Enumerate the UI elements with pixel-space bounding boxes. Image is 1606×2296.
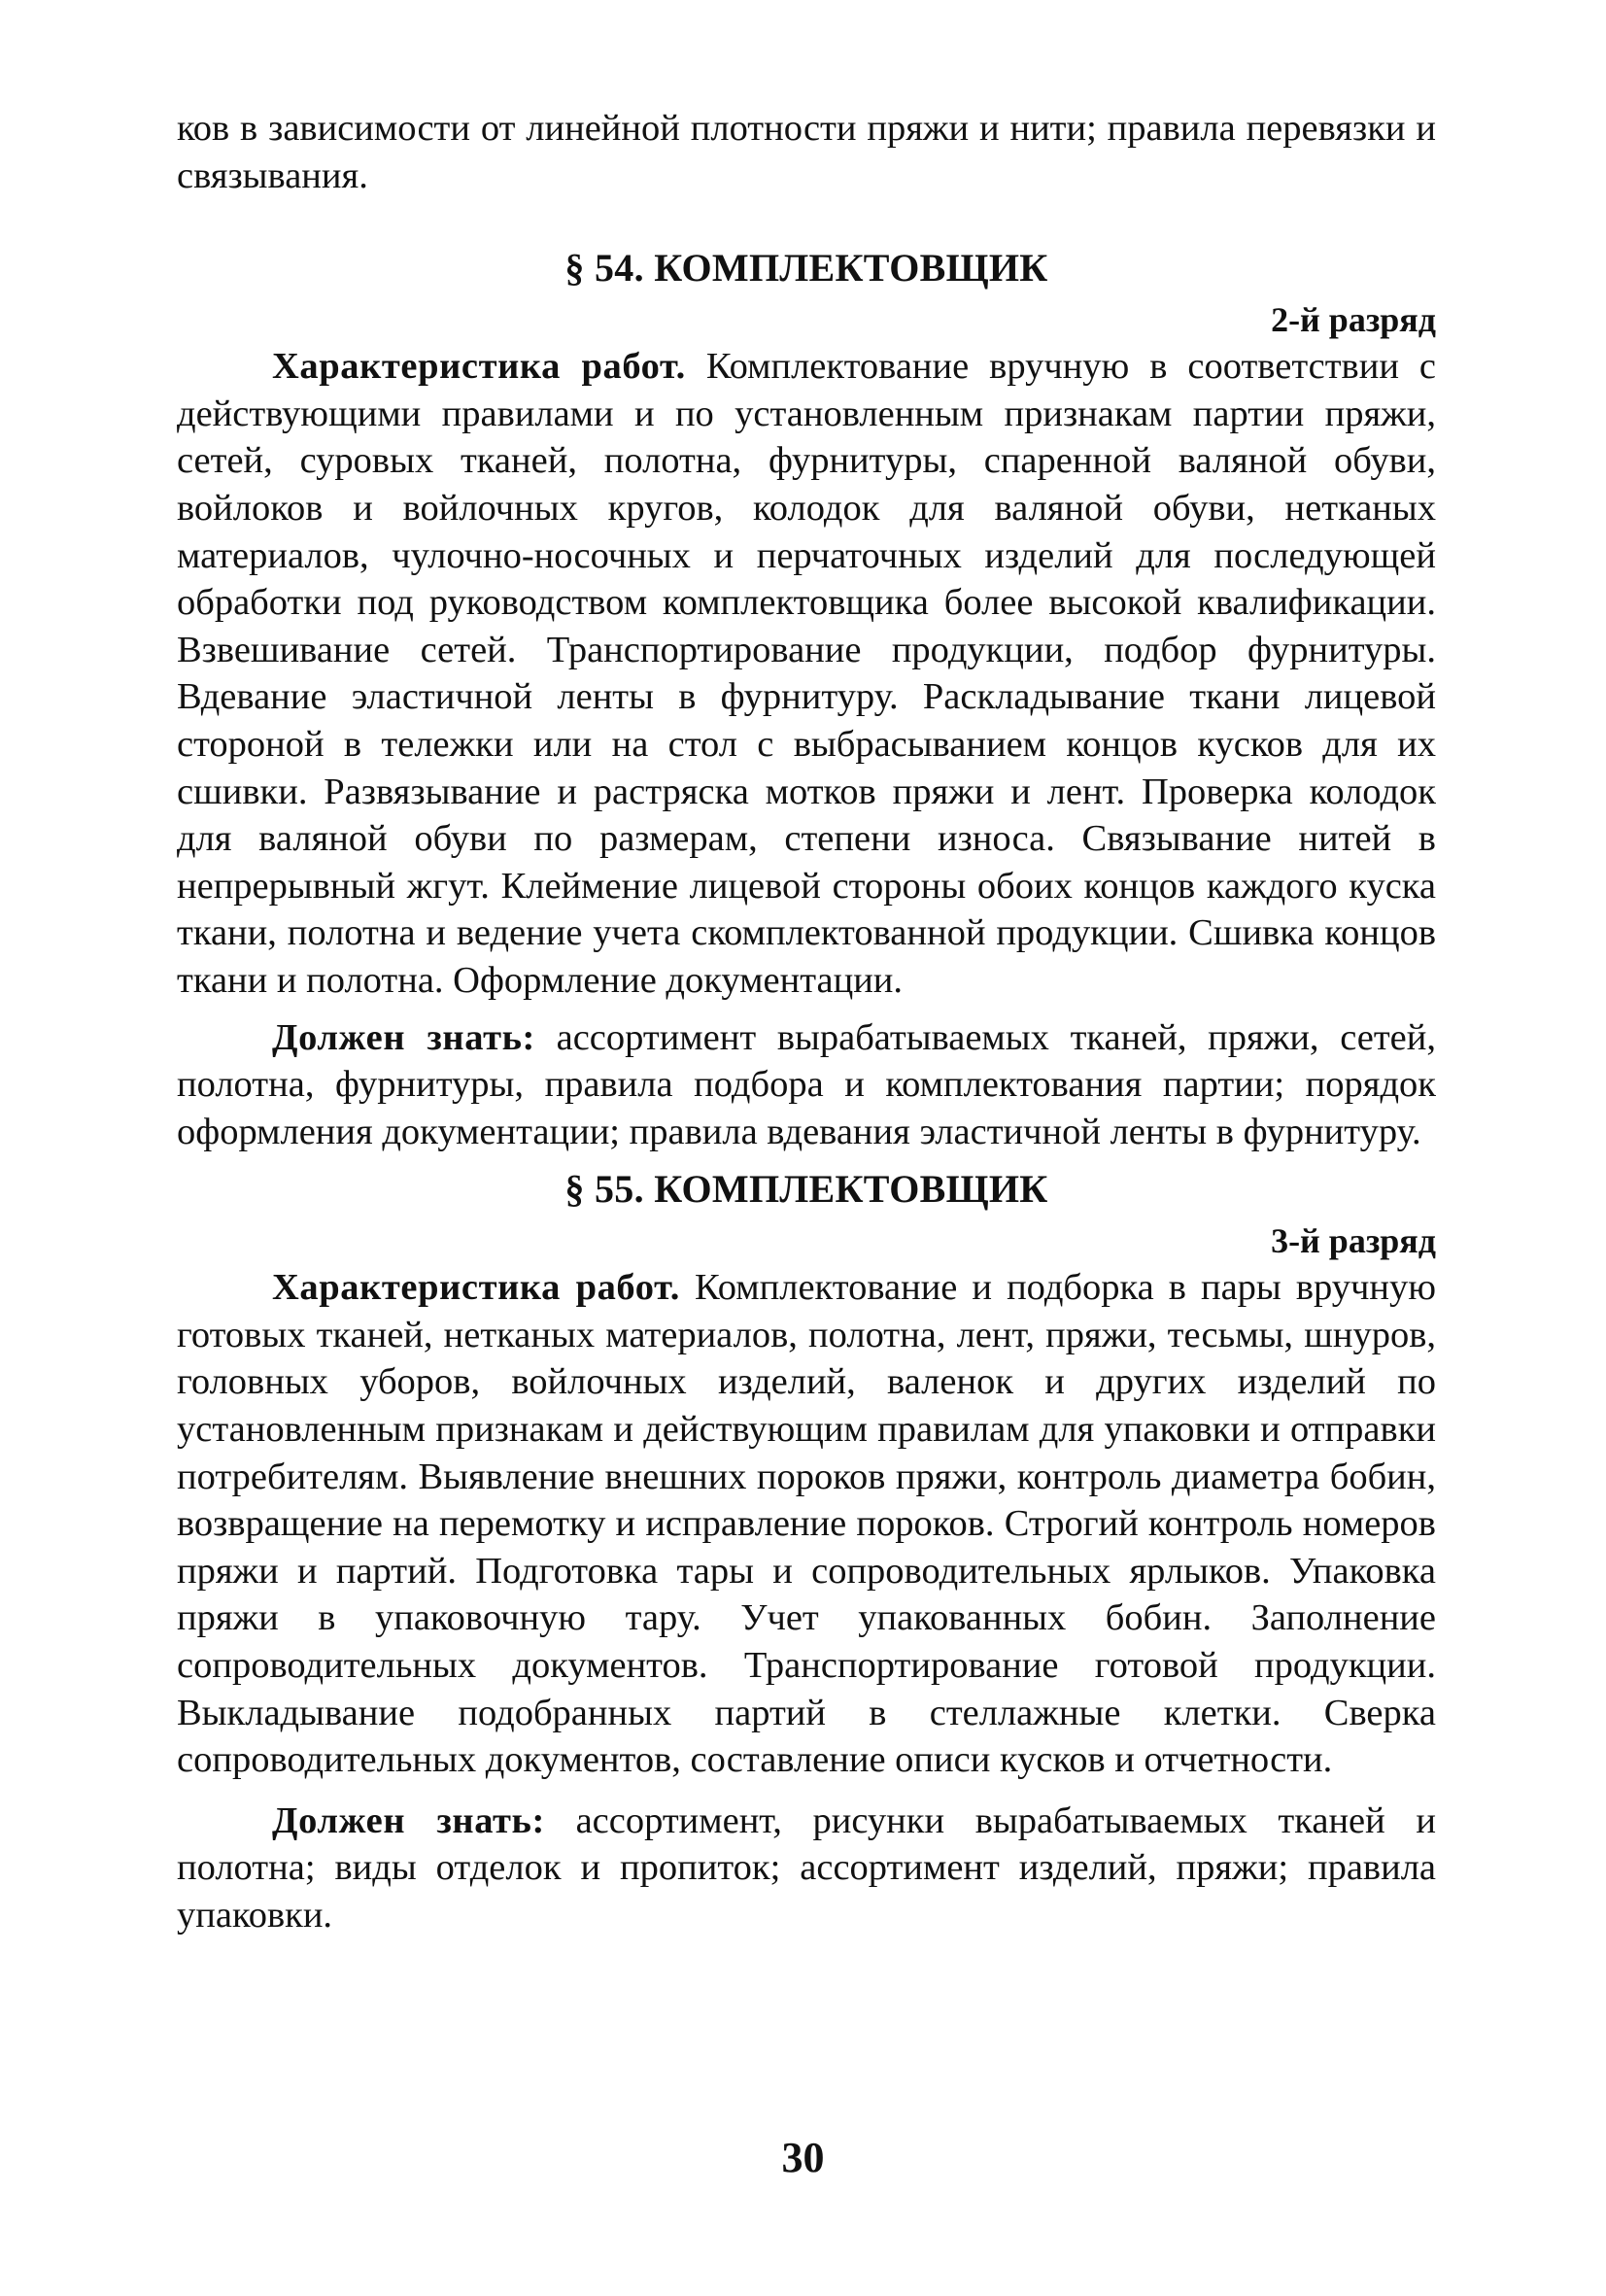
section-55-knowledge-label: Должен знать: xyxy=(272,1799,545,1841)
section-55-knowledge-text: ассортимент, рисунки вырабатываемых тканей и полотна; виды отделок и пропиток; ассортимент изделий, пряжи; правила упаковки. xyxy=(177,1799,1436,1936)
page-body xyxy=(177,105,1436,1939)
page-number: 30 xyxy=(781,2134,825,2181)
section-55-characteristics-label: Характеристика работ. xyxy=(272,1267,680,1309)
section-54-title: § 54. КОМПЛЕКТОВЩИК xyxy=(564,246,1048,291)
section-55-characteristics-text: Комплектование и подборка в пары вручную готовых тканей, нетканых материалов, полотна, лент, пряжи, тесьмы, шнуров, головных уборов, войлочных изделий, валенок и других изделий по установленным признакам и действующим правилам для упаковки и отправки потребителям. Выявление внешних пороков пряжи, контроль диаметра бобин, возвращение на перемотку и исправление пороков. Строгий контроль номеров пряжи и партий. Подготовка тары и сопроводительных ярлыков. Упаковка пряжи в упаковочную тару. Учет упакованных бобин. Заполнение сопроводительных документов. Транспортирование готовой продукции. Выкладывание подобранных партий в стеллажные клетки. Сверка сопроводительных документов, составление описи кусков и отчетности. xyxy=(177,1267,1436,1781)
intro-paragraph: ков в зависимости от линейной плотности пряжи и нити; правила перевязки и связывания. xyxy=(177,108,1436,196)
section-55-grade: 3-й разряд xyxy=(1271,1221,1436,1261)
section-55-title: § 55. КОМПЛЕКТОВЩИК xyxy=(564,1167,1048,1212)
section-55-characteristics xyxy=(177,1264,1436,1784)
section-54-knowledge xyxy=(177,1014,1436,1156)
section-54-characteristics xyxy=(177,343,1436,1004)
section-55-knowledge xyxy=(177,1798,1436,1939)
section-54-grade: 2-й разряд xyxy=(1271,300,1436,340)
section-54-characteristics-label: Характеристика работ. xyxy=(272,346,686,388)
section-54-characteristics-text: Комплектование вручную в соответствии с действующими правилами и по установленным признакам партии пряжи, сетей, суровых тканей, полотна, фурнитуры, спаренной валяной обуви, войлоков и войлочных кругов, колодок для валяной обуви, нетканых материалов, чулочно-носочных и перчаточных изделий для последующей обработки под руководством комплектовщика более высокой квалификации. Взвешивание сетей. Транспортирование продукции, подбор фурнитуры. Вдевание эластичной ленты в фурнитуру. Раскладывание ткани лицевой стороной в тележки или на стол с выбрасыванием концов кусков для их сшивки. Развязывание и растряска мотков пряжи и лент. Проверка колодок для валяной обуви по размерам, степени износа. Связывание нитей в непрерывный жгут. Клеймение лицевой стороны обоих концов каждого куска ткани, полотна и ведение учета скомплектованной продукции. Сшивка концов ткани и полотна. Оформление документации. xyxy=(177,346,1436,1001)
section-54-knowledge-text: ассортимент вырабатываемых тканей, пряжи, сетей, полотна, фурнитуры, правила подбора и комплектования партии; порядок оформления документации; правила вдевания эластичной ленты в фурнитуру. xyxy=(177,1016,1436,1152)
section-54-knowledge-label: Должен знать: xyxy=(272,1016,535,1058)
